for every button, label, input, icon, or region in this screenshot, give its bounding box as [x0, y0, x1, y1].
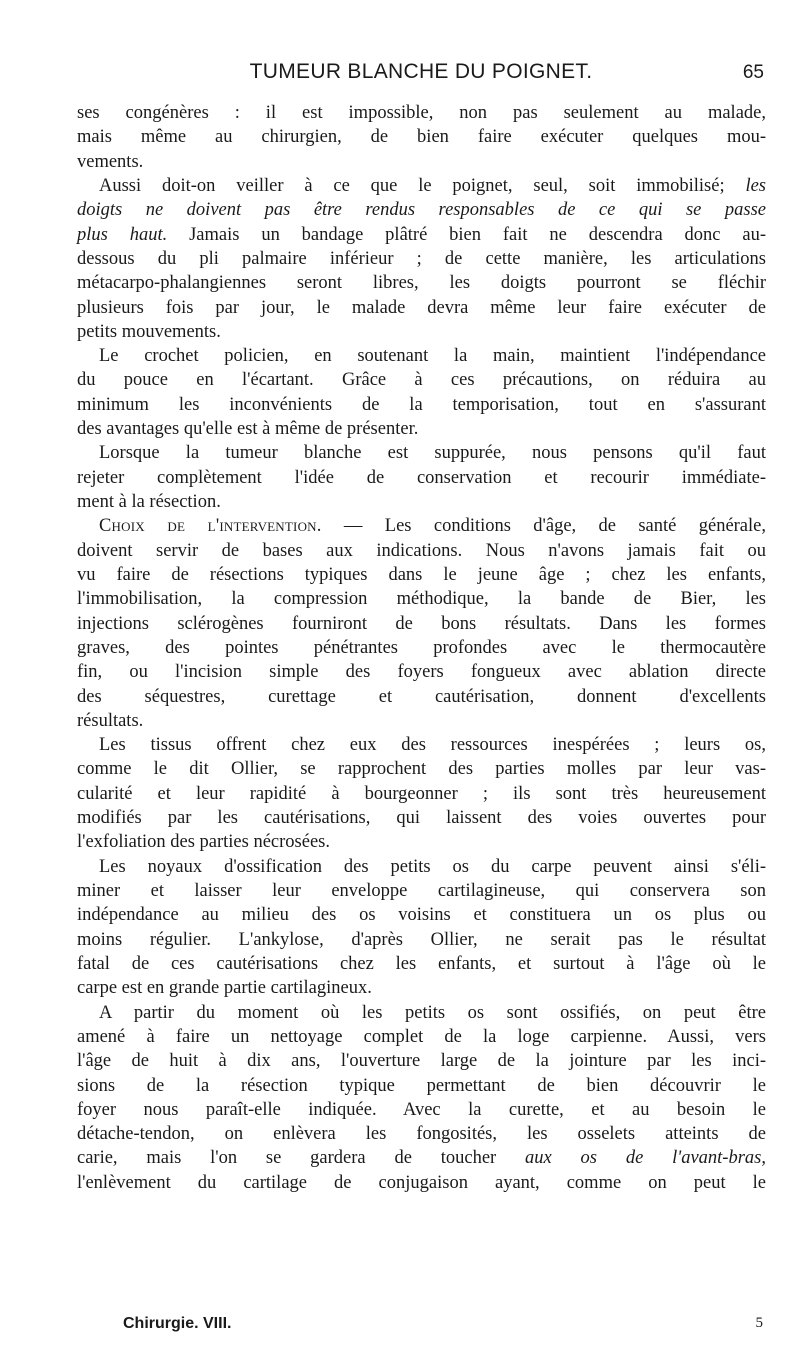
text-line	[77, 757, 766, 781]
text-line	[77, 928, 766, 952]
text-line	[77, 903, 766, 927]
text-line	[77, 563, 766, 587]
text-run: résultats.	[77, 710, 144, 731]
sheet-mark: 5	[755, 1315, 763, 1331]
text-run: l'immobilisation, la compression méthodique, la bande de Bier, les	[77, 589, 766, 610]
text-run: l'exfoliation des parties nécrosées.	[77, 832, 330, 853]
text-line	[77, 514, 766, 538]
text-run: carie, mais l'on se gardera de toucher	[77, 1148, 526, 1169]
italic-text: doigts ne doivent pas être rendus responsables de ce qui se passe	[77, 200, 766, 221]
text-run: carpe est en grande partie cartilagineux.	[77, 978, 372, 999]
text-run: petits mouvements.	[77, 321, 221, 342]
text-line	[77, 198, 766, 222]
text-line	[77, 271, 766, 295]
text-line	[77, 490, 766, 514]
text-line	[77, 709, 766, 733]
text-run: détache-tendon, on enlèvera les fongosités, les osselets atteints de	[77, 1124, 766, 1145]
text-line	[77, 320, 766, 344]
text-run: moins régulier. L'ankylose, d'après Ollier, ne serait pas le résultat	[77, 929, 766, 950]
running-head	[78, 60, 764, 90]
text-line	[77, 636, 766, 660]
text-line	[77, 976, 766, 1000]
text-run: Jamais un bandage plâtré bien fait ne descendra donc au-	[167, 224, 766, 245]
text-run: foyer nous paraît-elle indiquée. Avec la curette, et au besoin le	[77, 1099, 766, 1120]
text-run: plusieurs fois par jour, le malade devra même leur faire exécuter de	[77, 297, 766, 318]
text-run: — Les conditions d'âge, de santé générale,	[321, 516, 766, 537]
page-footer	[123, 1315, 773, 1339]
text-run: Le crochet policien, en soutenant la main, maintient l'indépendance	[99, 346, 766, 367]
text-run: Les tissus offrent chez eux des ressources inespérées ; leurs os,	[99, 735, 766, 756]
text-line	[77, 685, 766, 709]
text-run: doivent servir de bases aux indications. Nous n'avons jamais fait ou	[77, 540, 766, 561]
text-line	[77, 1146, 766, 1170]
text-line	[77, 344, 766, 368]
text-run: dessous du pli palmaire inférieur ; de cette manière, les articulations	[77, 248, 766, 269]
italic-text: aux os de l'avant-bras	[525, 1148, 762, 1169]
text-run: cularité et leur rapidité à bourgeonner ; ils sont très heureusement	[77, 783, 766, 804]
text-line	[77, 952, 766, 976]
text-line	[77, 806, 766, 830]
text-run: modifiés par les cautérisations, qui laissent des voies ouvertes pour	[77, 808, 766, 829]
text-line	[77, 296, 766, 320]
text-line	[77, 1001, 766, 1025]
text-run: Les noyaux d'ossification des petits os du carpe peuvent ainsi s'éli-	[99, 856, 766, 877]
section-heading: Choix de l'intervention.	[99, 516, 322, 537]
text-line	[77, 1098, 766, 1122]
text-line	[77, 539, 766, 563]
printer-signature: Chirurgie. VIII.	[123, 1315, 232, 1332]
text-run: fin, ou l'incision simple des foyers fongueux avec ablation directe	[77, 662, 766, 683]
text-line	[77, 1171, 766, 1195]
text-run: métacarpo-phalangiennes seront libres, les doigts pourront se fléchir	[77, 273, 766, 294]
text-run: des séquestres, curettage et cautérisation, donnent d'excellents	[77, 686, 766, 707]
text-run: vu faire de résections typiques dans le jeune âge ; chez les enfants,	[77, 564, 766, 585]
text-line	[77, 660, 766, 684]
text-line	[77, 782, 766, 806]
text-run: ses congénères : il est impossible, non pas seulement au malade,	[77, 103, 766, 123]
text-run: vements.	[77, 151, 144, 172]
text-run: du pouce en l'écartant. Grâce à ces précautions, on réduira au	[77, 370, 766, 391]
text-run: ment à la résection.	[77, 492, 221, 512]
text-run: injections sclérogènes fourniront de bons résultats. Dans les formes	[77, 613, 766, 634]
text-run: l'enlèvement du cartilage de conjugaison ayant, comme on peut le	[77, 1172, 766, 1193]
text-line	[77, 733, 766, 757]
text-line	[77, 441, 766, 465]
text-run: Aussi doit-on veiller à ce que le poignet, seul, soit immobilisé;	[99, 175, 746, 196]
text-line	[77, 1122, 766, 1146]
text-line	[77, 174, 766, 198]
text-line	[77, 612, 766, 636]
text-run: amené à faire un nettoyage complet de la loge carpienne. Aussi, vers	[77, 1026, 766, 1047]
text-run: Lorsque la tumeur blanche est suppurée, nous pensons qu'il faut	[99, 443, 766, 464]
text-line	[77, 466, 766, 490]
text-run: comme le dit Ollier, se rapprochent des parties molles par leur vas-	[77, 759, 766, 780]
text-line	[77, 393, 766, 417]
text-line	[77, 587, 766, 611]
text-run: ,	[761, 1148, 766, 1169]
text-line	[77, 125, 766, 149]
text-run: graves, des pointes pénétrantes profondes avec le thermocautère	[77, 637, 766, 658]
text-run: des avantages qu'elle est à même de présenter.	[77, 419, 419, 440]
text-line	[77, 150, 766, 174]
text-run: indépendance au milieu des os voisins et constituera un os plus ou	[77, 905, 766, 926]
text-line	[77, 879, 766, 903]
italic-text: les	[745, 175, 766, 196]
text-run: fatal de ces cautérisations chez les enfants, et surtout à l'âge où le	[77, 953, 766, 974]
text-line	[77, 1049, 766, 1073]
text-run: rejeter complètement l'idée de conservation et recourir immédiate-	[77, 467, 766, 488]
text-run: sions de la résection typique permettant de bien découvrir le	[77, 1075, 766, 1096]
page-number: 65	[742, 62, 764, 83]
text-run: minimum les inconvénients de la temporisation, tout en s'assurant	[77, 394, 766, 415]
running-title: TUMEUR BLANCHE DU POIGNET.	[249, 60, 593, 83]
italic-text: plus haut.	[77, 224, 168, 245]
text-line	[77, 368, 766, 392]
text-line	[77, 830, 766, 854]
text-line	[77, 855, 766, 879]
text-run: l'âge de huit à dix ans, l'ouverture large de la jointure par les inci-	[77, 1051, 766, 1072]
text-line	[77, 417, 766, 441]
text-line	[77, 223, 766, 247]
text-run: A partir du moment où les petits os sont ossifiés, on peut être	[99, 1002, 766, 1023]
text-line	[77, 247, 766, 271]
text-line	[77, 1074, 766, 1098]
text-run: mais même au chirurgien, de bien faire exécuter quelques mou-	[77, 127, 766, 148]
body-text	[77, 101, 766, 1195]
text-run: miner et laisser leur enveloppe cartilagineuse, qui conservera son	[77, 881, 766, 901]
text-line	[77, 101, 766, 125]
text-line	[77, 1025, 766, 1049]
